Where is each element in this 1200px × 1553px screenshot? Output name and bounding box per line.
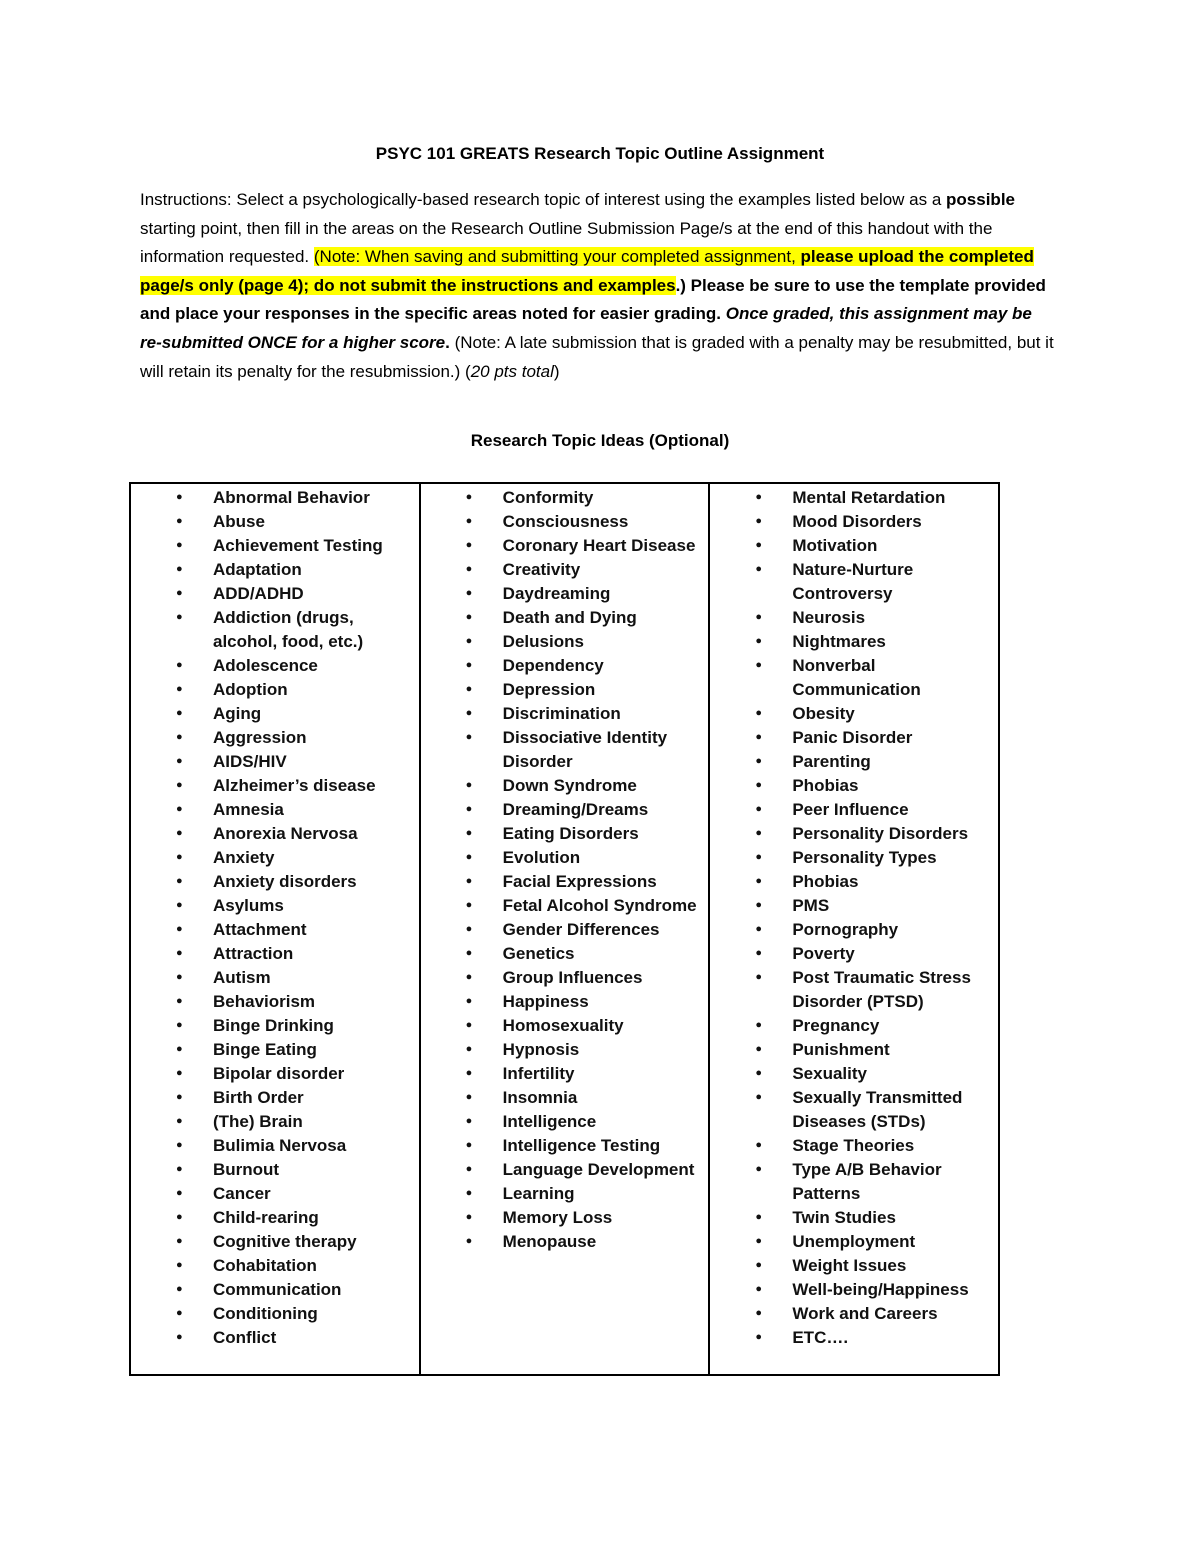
topic-item: ● Peer Influence xyxy=(710,798,998,822)
topic-item: ● Down Syndrome xyxy=(421,774,709,798)
topic-item: ● Dependency xyxy=(421,654,709,678)
topic-item: ● Eating Disorders xyxy=(421,822,709,846)
topic-item: ● Group Influences xyxy=(421,966,709,990)
topic-item: ● Communication xyxy=(131,1278,419,1302)
topic-item: ● Consciousness xyxy=(421,510,709,534)
topic-item: ● Nature-Nurture Controversy xyxy=(710,558,998,606)
topic-item: ● Learning xyxy=(421,1182,709,1206)
topic-item: ● Weight Issues xyxy=(710,1254,998,1278)
topic-item: ● Happiness xyxy=(421,990,709,1014)
topic-item: ● ETC…. xyxy=(710,1326,998,1350)
topic-item: ● Autism xyxy=(131,966,419,990)
topic-item: ● Obesity xyxy=(710,702,998,726)
topic-item: ● Sexuality xyxy=(710,1062,998,1086)
topic-item: ● Intelligence xyxy=(421,1110,709,1134)
instr-period: . xyxy=(445,332,450,352)
topic-item: ● Conformity xyxy=(421,486,709,510)
topic-item: ● Parenting xyxy=(710,750,998,774)
topic-item: ● Mental Retardation xyxy=(710,486,998,510)
topic-item: ● Unemployment xyxy=(710,1230,998,1254)
topic-item: ● Fetal Alcohol Syndrome xyxy=(421,894,709,918)
topic-item: ● Adolescence xyxy=(131,654,419,678)
instr-late-note: (Note: A late submission that is graded with a penalty may be resubmitted, but it will retain its penalty for the resubmission.) ( xyxy=(140,332,1054,381)
topic-item: ● Achievement Testing xyxy=(131,534,419,558)
instructions-paragraph xyxy=(140,186,1055,386)
topic-item: ● Behaviorism xyxy=(131,990,419,1014)
instr-text-3: starting point, then fill in the areas on the Research Outline Submission Page/s at the end of this handout with the information requested. xyxy=(140,218,993,267)
topic-item: ● Discrimination xyxy=(421,702,709,726)
topic-item: ● Facial Expressions xyxy=(421,870,709,894)
topic-item: ● Post Traumatic Stress Disorder (PTSD) xyxy=(710,966,998,1014)
topic-item: ● Cancer xyxy=(131,1182,419,1206)
topic-item: ● Amnesia xyxy=(131,798,419,822)
topic-item: ● Coronary Heart Disease xyxy=(421,534,709,558)
topic-item: ● Homosexuality xyxy=(421,1014,709,1038)
instr-possible: possible xyxy=(946,190,1015,209)
instr-highlight-upload: please upload the completed page/s only (page 4); do not submit the instructions and examples xyxy=(140,247,1034,295)
topic-item: ● Asylums xyxy=(131,894,419,918)
topic-item: ● Menopause xyxy=(421,1230,709,1254)
topic-item: ● Work and Careers xyxy=(710,1302,998,1326)
topic-item: ● Phobias xyxy=(710,870,998,894)
topic-item: ● Attraction xyxy=(131,942,419,966)
topic-item: ● Evolution xyxy=(421,846,709,870)
topic-item: ● Sexually Transmitted Diseases (STDs) xyxy=(710,1086,998,1134)
topic-item: ● Creativity xyxy=(421,558,709,582)
topic-item: ● Motivation xyxy=(710,534,998,558)
topic-item: ● Aging xyxy=(131,702,419,726)
topic-item: ● Abnormal Behavior xyxy=(131,486,419,510)
instr-regrade-note: Once graded, this assignment may be re-submitted ONCE for a higher score xyxy=(140,304,1032,352)
topic-item: ● Insomnia xyxy=(421,1086,709,1110)
topic-item: ● Gender Differences xyxy=(421,918,709,942)
topic-item: ● Dreaming/Dreams xyxy=(421,798,709,822)
topic-item: ● Abuse xyxy=(131,510,419,534)
topic-ideas-heading: Research Topic Ideas (Optional) xyxy=(470,431,730,450)
topic-item: ● Nightmares xyxy=(710,630,998,654)
topic-item: ● Binge Eating xyxy=(131,1038,419,1062)
topic-item: ● AIDS/HIV xyxy=(131,750,419,774)
topic-item: ● Adaptation xyxy=(131,558,419,582)
topic-list-1 xyxy=(131,486,419,1350)
topic-item: ● Stage Theories xyxy=(710,1134,998,1158)
topic-item: ● Burnout xyxy=(131,1158,419,1182)
topic-item: ● Aggression xyxy=(131,726,419,750)
topic-item: ● Daydreaming xyxy=(421,582,709,606)
topic-item: ● (The) Brain xyxy=(131,1110,419,1134)
topic-item: ● Pregnancy xyxy=(710,1014,998,1038)
topic-item: ● Type A/B Behavior Patterns xyxy=(710,1158,998,1206)
topic-item: ● Nonverbal Communication xyxy=(710,654,998,702)
topic-item: ● Alzheimer’s disease xyxy=(131,774,419,798)
topic-ideas-table xyxy=(129,482,1000,1376)
topic-list-2 xyxy=(421,486,709,1254)
topic-item: ● Personality Types xyxy=(710,846,998,870)
topic-item: ● Addiction (drugs, alcohol, food, etc.) xyxy=(131,606,419,654)
topic-column-1 xyxy=(131,484,419,1374)
topic-item: ● Language Development xyxy=(421,1158,709,1182)
topic-list-3 xyxy=(710,486,998,1350)
topic-item: ● Attachment xyxy=(131,918,419,942)
topic-item: ● Dissociative Identity Disorder xyxy=(421,726,709,774)
topic-item: ● Delusions xyxy=(421,630,709,654)
topic-item: ● Hypnosis xyxy=(421,1038,709,1062)
topic-item: ● Well-being/Happiness xyxy=(710,1278,998,1302)
topic-item: ● Anxiety xyxy=(131,846,419,870)
instr-close: ) xyxy=(553,361,560,381)
topic-item: ● Binge Drinking xyxy=(131,1014,419,1038)
topic-column-2 xyxy=(419,484,709,1374)
topic-item: ● Punishment xyxy=(710,1038,998,1062)
topic-item: ● Cognitive therapy xyxy=(131,1230,419,1254)
topic-item: ● Panic Disorder xyxy=(710,726,998,750)
instr-points: 20 pts total xyxy=(470,361,554,381)
topic-column-3 xyxy=(708,484,998,1374)
topic-item: ● Bipolar disorder xyxy=(131,1062,419,1086)
topic-item: ● Anxiety disorders xyxy=(131,870,419,894)
instr-text-1: Instructions: Select a psychologically-based research topic of interest using the examples listed below as a xyxy=(140,190,947,209)
instr-bold-template: .) Please be sure to use the template provided and place your responses in the specific areas noted for easier grading. xyxy=(140,275,1046,324)
topic-item: ● Pornography xyxy=(710,918,998,942)
document-title: PSYC 101 GREATS Research Topic Outline Assignment xyxy=(375,144,825,163)
topic-item: ● Child-rearing xyxy=(131,1206,419,1230)
topic-item: ● Infertility xyxy=(421,1062,709,1086)
topic-item: ● Memory Loss xyxy=(421,1206,709,1230)
topic-item: ● Neurosis xyxy=(710,606,998,630)
topic-item: ● Birth Order xyxy=(131,1086,419,1110)
topic-item: ● Anorexia Nervosa xyxy=(131,822,419,846)
instr-highlight-note: (Note: When saving and submitting your completed assignment, xyxy=(313,247,801,267)
topic-item: ● Genetics xyxy=(421,942,709,966)
topic-item: ● Personality Disorders xyxy=(710,822,998,846)
topic-item: ● Adoption xyxy=(131,678,419,702)
topic-item: ● Mood Disorders xyxy=(710,510,998,534)
topic-item: ● Poverty xyxy=(710,942,998,966)
topic-item: ● Cohabitation xyxy=(131,1254,419,1278)
topic-item: ● Death and Dying xyxy=(421,606,709,630)
topic-item: ● Bulimia Nervosa xyxy=(131,1134,419,1158)
topic-item: ● ADD/ADHD xyxy=(131,582,419,606)
topic-item: ● Twin Studies xyxy=(710,1206,998,1230)
topic-item: ● Depression xyxy=(421,678,709,702)
topic-item: ● Intelligence Testing xyxy=(421,1134,709,1158)
topic-item: ● Phobias xyxy=(710,774,998,798)
topic-item: ● PMS xyxy=(710,894,998,918)
topic-item: ● Conditioning xyxy=(131,1302,419,1326)
topic-item: ● Conflict xyxy=(131,1326,419,1350)
